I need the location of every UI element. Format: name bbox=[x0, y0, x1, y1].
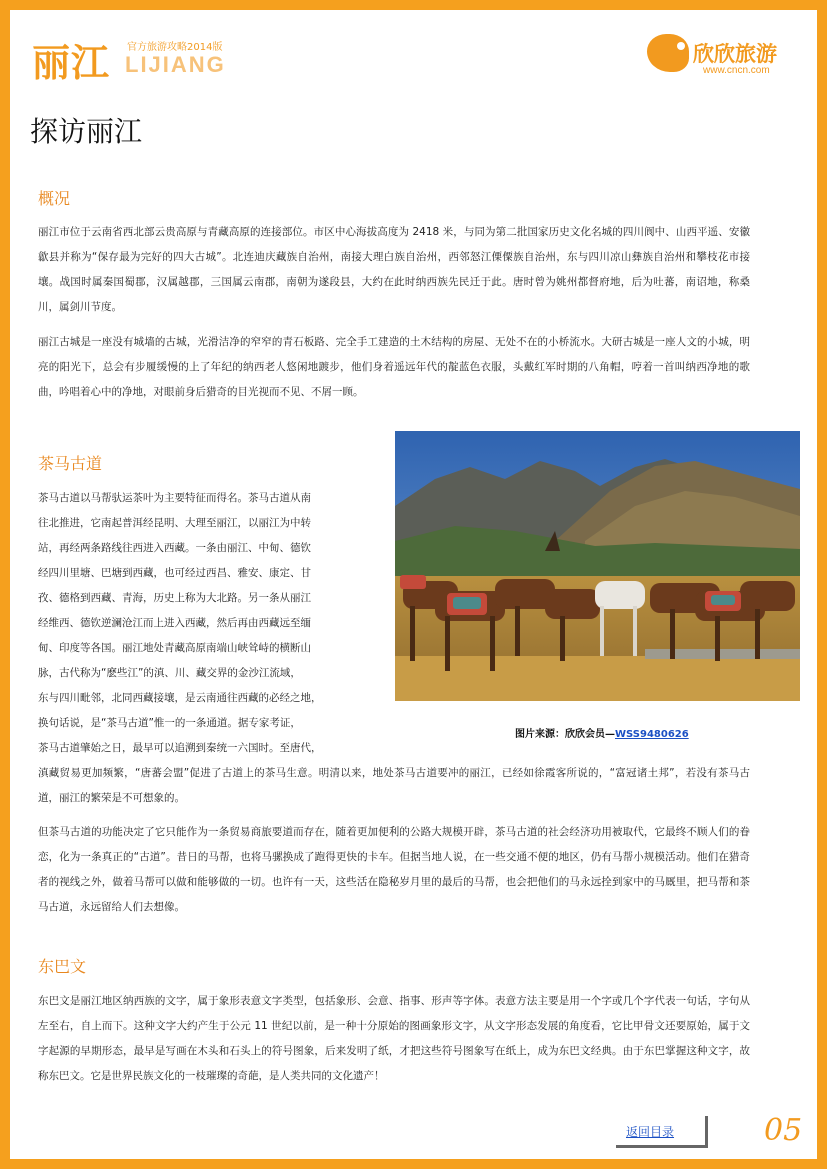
brand-latin: LIJIANG bbox=[125, 52, 226, 77]
text-line: 孜、德格到西藏、青海，历史上称为大北路。另一条从丽江 bbox=[38, 592, 311, 604]
logo-name: 欣欣旅游 bbox=[693, 42, 777, 66]
text-line: 甸、印度等各国。丽江地处青藏高原南端山峡耸峙的横断山 bbox=[38, 642, 311, 654]
page-number: 05 bbox=[764, 1113, 803, 1148]
text-line: 东与四川毗邻，北同西藏接壤，是云南通往西藏的必经之地， bbox=[38, 692, 322, 704]
text-line: 换句话说，是“茶马古道”惟一的一条通道。据专家考证， bbox=[38, 717, 301, 729]
horse-caravan-photo bbox=[395, 431, 800, 701]
brand-title: 丽江 bbox=[32, 41, 111, 85]
back-to-toc-link[interactable]: 返回目录 bbox=[626, 1125, 675, 1139]
text-line: 脉，古代称为“麽些江”的滇、川、藏交界的金沙江流域， bbox=[38, 667, 301, 679]
tea-horse-paragraph-1-wrapped bbox=[38, 486, 358, 761]
text-line: 经四川里塘、巴塘到西藏，也可经过西昌、雅安、康定、甘 bbox=[38, 567, 311, 579]
tea-horse-paragraph-1-continued: 滇藏贸易更加频繁，“唐蕃会盟”促进了古道上的茶马生意。明清以来，地处茶马古道要冲的丽江，已经如徐霞客所说的，“富冠诸土邦”，若没有茶马古道，丽江的繁荣是不可想象的。 bbox=[38, 767, 750, 804]
photo-caption bbox=[515, 725, 689, 740]
page bbox=[10, 10, 817, 1159]
logo[interactable] bbox=[647, 32, 789, 82]
caption-prefix: 图片来源：欣欣会员— bbox=[515, 729, 615, 740]
text-line: 站，再经两条路线往西进入西藏。一条由丽江、中甸、德钦 bbox=[38, 542, 311, 554]
header bbox=[10, 10, 817, 90]
text-line: 往北推进，它南起普洱经昆明、大理至丽江，以丽江为中转 bbox=[38, 517, 311, 529]
photo-credit-link[interactable]: WSS9480626 bbox=[615, 729, 689, 740]
overview-paragraph-2: 丽江古城是一座没有城墙的古城，光滑洁净的窄窄的青石板路、完全手工建造的土木结构的房屋、无处不在的小桥流水。大研古城是一座人文的小城，明亮的阳光下，总会有步履缓慢的上了年纪的纳西老人悠闲地踱步，他们身着遥远年代的靛蓝色衣服，头戴红军时期的八角帽，哼着一首叫纳西净地的歌曲，吟唱着心中的净地，对眼前身后猎奇的目光视而不见、不屑一顾。 bbox=[38, 336, 750, 398]
text-line: 茶马古道以马帮驮运茶叶为主要特征而得名。茶马古道从南 bbox=[38, 492, 311, 504]
section-title-dongba: 东巴文 bbox=[38, 957, 87, 976]
elephant-icon bbox=[647, 34, 689, 72]
overview-paragraph-1: 丽江市位于云南省西北部云贵高原与青藏高原的连接部位。市区中心海拔高度为 2418 米，与同为第二批国家历史文化名城的四川阆中、山西平遥、安徽歙县并称为“保存最为完好的四大古城”。北连迪庆藏族自治州，南接大理白族自治州，西邻怒江傈僳族自治州，东与四川凉山彝族自治州和攀枝花市接壤。战国时属秦国蜀郡，汉属越郡，三国属云南郡，南朝为遂段县，大约在此时纳西族先民迁于此。唐时曾为姚州都督府地，后为吐蕃，南诏地，称桑川，属剑川节度。 bbox=[38, 226, 750, 313]
back-to-toc[interactable] bbox=[616, 1116, 708, 1148]
tea-horse-paragraph-2: 但茶马古道的功能决定了它只能作为一条贸易商旅要道而存在，随着更加便利的公路大规模开辟，茶马古道的社会经济功用被取代，它最终不顾人们的眷恋，化为一条真正的“古道”。昔日的马帮，也将马骡换成了跑得更快的卡车。但据当地人说，在一些交通不便的地区，仍有马帮小规模活动。他们在猎奇者的视线之外，做着马帮可以做和能够做的一切。也许有一天，这些活在隐秘岁月里的最后的马帮，也会把他们的马永远拴到家中的马厩里，把马帮和茶马古道，永远留给人们去想像。 bbox=[38, 826, 750, 913]
text-line: 经维西、德钦逆澜沧江而上进入西藏，然后再由西藏远至缅 bbox=[38, 617, 311, 629]
logo-url: www.cncn.com bbox=[703, 65, 770, 76]
section-title-tea-horse: 茶马古道 bbox=[38, 454, 103, 473]
section-title-overview: 概况 bbox=[38, 189, 71, 208]
dongba-paragraph: 东巴文是丽江地区纳西族的文字，属于象形表意文字类型，包括象形、会意、指事、形声等字体。表意方法主要是用一个字或几个字代表一句话，字句从左至右，自上而下。这种文字大约产生于公元 11 世纪以前，是一种十分原始的图画象形文字，从文字形态发展的角度看，它比甲骨文还要原始，属于文字起源的早期形态，最早是写画在木头和石头上的符号图象，后来发明了纸，才把这些符号图象写在纸上，成为东巴文经典。由于东巴掌握这种文字，故称东巴文。它是世界民族文化的一枝璀璨的奇葩，是人类共同的文化遗产！ bbox=[38, 995, 750, 1082]
brand-subtitle: 官方旅游攻略2014版 bbox=[127, 42, 223, 53]
page-title: 探访丽江 bbox=[30, 115, 143, 148]
text-line: 茶马古道肇始之日，最早可以追溯到秦统一六国时。至唐代， bbox=[38, 742, 322, 754]
